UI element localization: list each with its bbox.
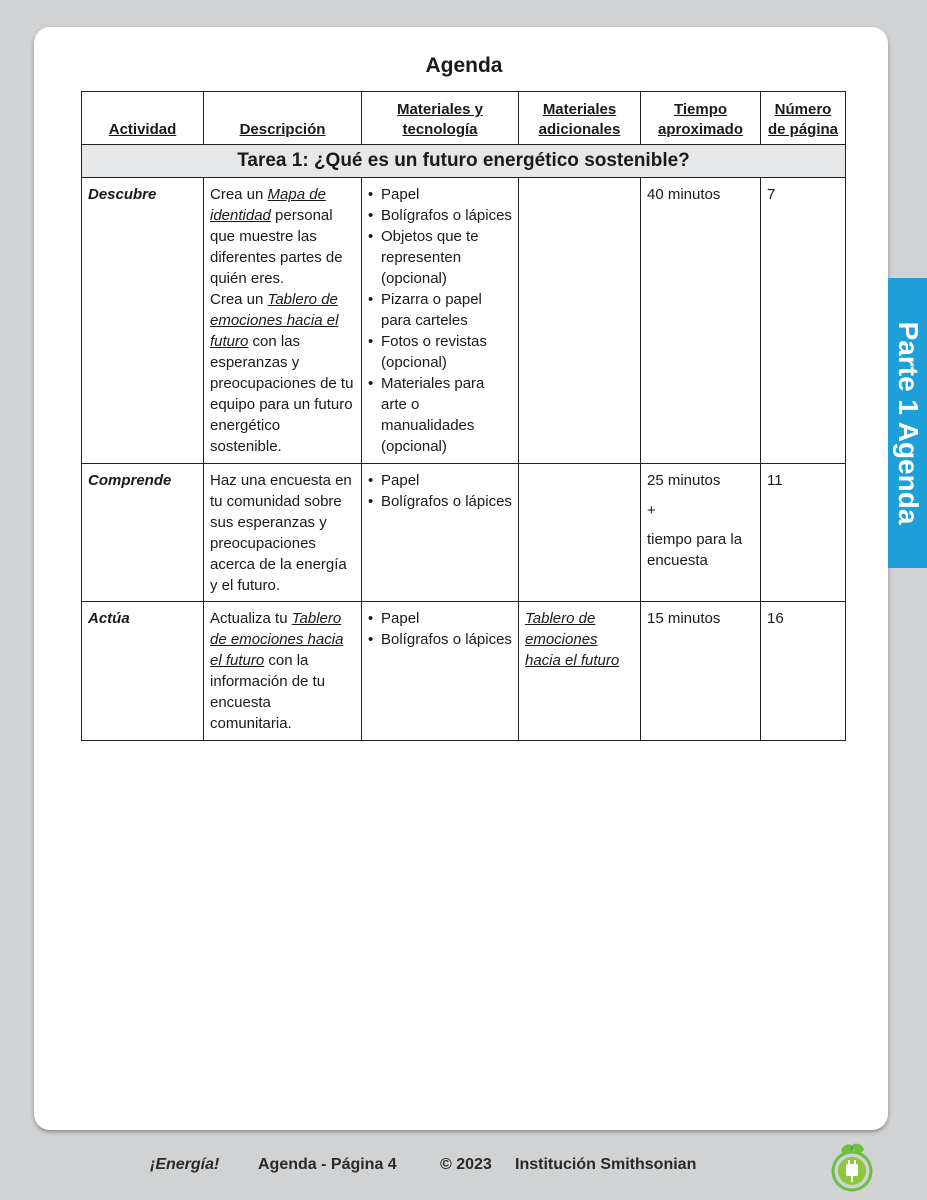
column-header-page: Número de página [761, 92, 846, 145]
table-row [82, 602, 846, 741]
materials-list [368, 470, 512, 512]
activity-cell: Descubre [82, 178, 204, 464]
page-footer [0, 1156, 927, 1178]
description-cell [204, 602, 362, 741]
description-cell: Haz una encuesta en tu comunidad sobre sus esperanzas y preocupaciones acerca de la energía y el futuro. [204, 464, 362, 602]
description-text: con las esperanzas y preocupaciones de tu equipo para un futuro energético sostenible. [210, 333, 354, 455]
list-item: • Papel [368, 470, 512, 491]
page-title: Agenda [425, 54, 503, 77]
materials-list [368, 608, 512, 650]
column-header-description: Descripción [204, 92, 362, 145]
column-header-activity: Actividad [82, 92, 204, 145]
activity-cell: Comprende [82, 464, 204, 602]
footer-institution: Institución Smithsonian [515, 1156, 697, 1173]
list-item: • Objetos que te representen (opcional) [368, 226, 512, 289]
page-cell: 16 [761, 602, 846, 741]
additional-cell [519, 602, 641, 741]
description-text: con la información de tu encuesta comunitaria. [210, 652, 326, 732]
materials-cell [362, 464, 519, 602]
time-extra: tiempo para la encuesta [647, 531, 743, 569]
list-item: • Papel [368, 608, 512, 629]
footer-brand: ¡Energía! [150, 1156, 220, 1173]
footer-copyright: © 2023 [440, 1156, 492, 1173]
time-cell: 15 minutos [641, 602, 761, 741]
list-item: • Papel [368, 184, 512, 205]
table-row [82, 178, 846, 464]
description-cell [204, 178, 362, 464]
activity-reference: Mapa de identidad [210, 186, 326, 224]
list-item: • Materiales para arte o manualidades (opcional) [368, 373, 512, 457]
additional-cell [519, 464, 641, 602]
additional-cell [519, 178, 641, 464]
side-tab-label: Parte 1 Agenda [892, 321, 924, 525]
time-plus: + [647, 502, 656, 519]
materials-cell [362, 178, 519, 464]
column-header-additional: Materiales adicionales [519, 92, 641, 145]
activity-reference: Tablero de emociones hacia el futuro [210, 291, 339, 350]
list-item: • Bolígrafos o lápices [368, 491, 512, 512]
page-cell: 11 [761, 464, 846, 602]
materials-list [368, 184, 512, 457]
list-item: • Pizarra o papel para carteles [368, 289, 512, 331]
activity-reference: Tablero de emociones hacia el futuro [525, 610, 620, 669]
description-text: personal que muestre las diferentes partes de quién eres. [210, 207, 343, 287]
table-header-row [82, 92, 846, 145]
time-cell [641, 464, 761, 602]
task-row [82, 145, 846, 178]
task-title: Tarea 1: ¿Qué es un futuro energético sostenible? [82, 145, 846, 178]
footer-page-label: Agenda - Página 4 [258, 1156, 397, 1173]
description-text: Crea un [210, 186, 268, 203]
column-header-time: Tiempo aproximado [641, 92, 761, 145]
table-row [82, 464, 846, 602]
activity-reference: Tablero de emociones hacia el futuro [210, 610, 344, 669]
list-item: • Bolígrafos o lápices [368, 629, 512, 650]
energy-plug-logo-icon [829, 1140, 875, 1192]
page-cell: 7 [761, 178, 846, 464]
time-value: 25 minutos [647, 472, 721, 489]
list-item: • Fotos o revistas (opcional) [368, 331, 512, 373]
column-header-materials: Materiales y tecnología [362, 92, 519, 145]
activity-cell: Actúa [82, 602, 204, 741]
time-cell: 40 minutos [641, 178, 761, 464]
materials-cell [362, 602, 519, 741]
list-item: • Bolígrafos o lápices [368, 205, 512, 226]
description-text: Crea un [210, 291, 268, 308]
agenda-table [81, 91, 846, 741]
section-side-tab [888, 278, 927, 568]
description-text: Actualiza tu [210, 610, 292, 627]
